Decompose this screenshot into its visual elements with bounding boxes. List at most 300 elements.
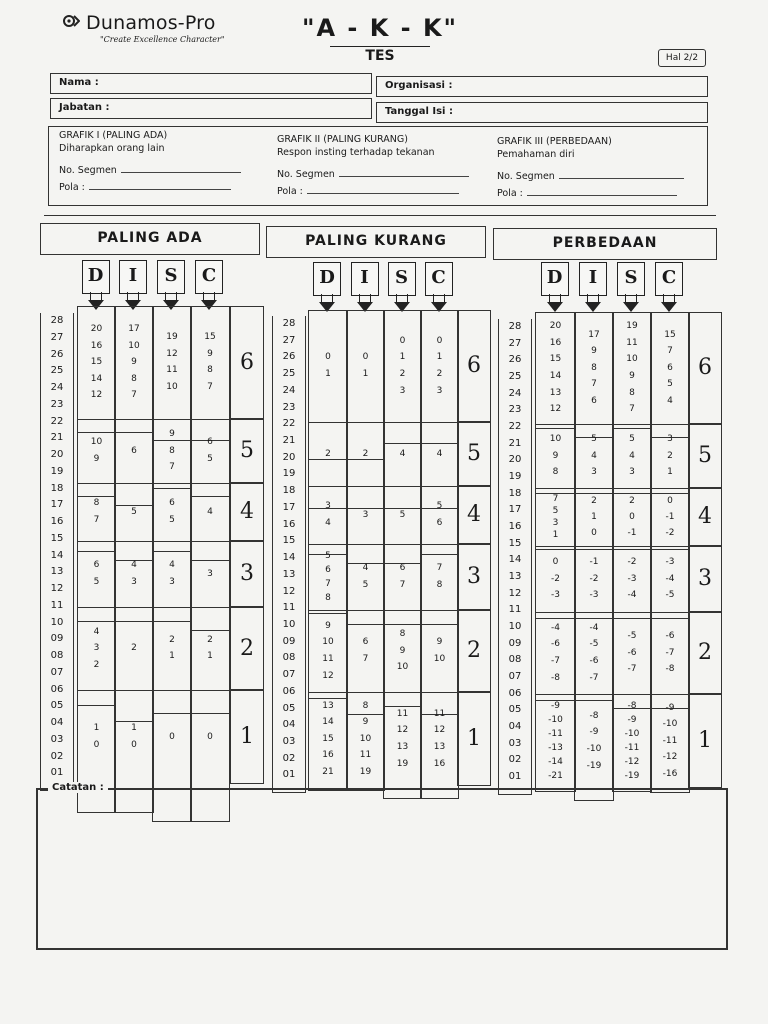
- disc-cell[interactable]: [308, 544, 348, 614]
- disc-cell[interactable]: [420, 692, 459, 799]
- disc-score: -1: [627, 528, 637, 538]
- arrow-down-icon: [585, 302, 601, 312]
- arrow-stem: [433, 294, 445, 302]
- disc-cell[interactable]: [383, 692, 422, 799]
- disc-score: -8: [665, 664, 675, 675]
- scale-column: [498, 319, 532, 795]
- scale-value: 24: [50, 382, 64, 393]
- disc-score: -13: [548, 743, 563, 753]
- disc-score: 10: [626, 354, 638, 365]
- disc-cell[interactable]: [535, 312, 576, 429]
- disc-cell[interactable]: [612, 424, 652, 494]
- disc-cell[interactable]: [650, 424, 690, 494]
- disc-cell[interactable]: [77, 306, 116, 433]
- grafik-1-segmen[interactable]: [59, 163, 241, 177]
- disc-score: 6: [325, 565, 331, 575]
- disc-score: 10: [549, 434, 562, 445]
- disc-score: 21: [322, 766, 334, 777]
- disc-score: -6: [627, 647, 637, 658]
- disc-score: 6: [131, 445, 137, 456]
- grafik-2-title: GRAFIK II (PALING KURANG): [277, 134, 408, 145]
- disc-score: -9: [551, 701, 560, 711]
- disc-score: 10: [396, 662, 409, 673]
- name-label: Nama :: [59, 77, 99, 88]
- page-title: "A - K - K": [301, 14, 459, 42]
- disc-cell[interactable]: [535, 488, 576, 550]
- disc-cell[interactable]: [650, 694, 690, 793]
- disc-cell[interactable]: [535, 612, 576, 701]
- disc-cell[interactable]: [612, 312, 652, 429]
- scale-value: 21: [282, 435, 296, 447]
- disc-score: -11: [548, 729, 563, 739]
- disc-score: 9: [399, 645, 406, 656]
- scale-value: 14: [282, 552, 296, 564]
- disc-letter-d: D: [82, 260, 110, 294]
- disc-score: -10: [662, 719, 678, 730]
- disc-score: 10: [359, 733, 372, 744]
- section-title-paling-ada: PALING ADA: [40, 223, 260, 255]
- disc-score: 2: [399, 368, 406, 379]
- scale-value: 03: [50, 733, 64, 745]
- disc-cell[interactable]: [574, 424, 614, 494]
- disc-score: 12: [433, 725, 446, 736]
- grafik-2: [277, 133, 469, 198]
- level-box: 4: [457, 486, 491, 544]
- page-number: Hal 2/2: [658, 49, 706, 67]
- scale-value: 28: [508, 321, 522, 332]
- disc-score: -16: [662, 768, 678, 779]
- disc-letter-i: I: [579, 262, 607, 296]
- organisation-label: Organisasi :: [385, 80, 453, 91]
- disc-score: 4: [169, 560, 175, 571]
- disc-score: 15: [90, 357, 103, 368]
- disc-cell[interactable]: [574, 546, 614, 619]
- brand-logo: [58, 10, 258, 50]
- disc-score: -9: [589, 727, 599, 738]
- scale-value: 08: [50, 650, 64, 661]
- disc-score: 10: [433, 653, 446, 664]
- disc-score: -7: [551, 655, 560, 666]
- arrow-stem: [663, 294, 675, 302]
- disc-score: 3: [131, 576, 137, 587]
- scale-value: 23: [508, 404, 522, 416]
- grafik-3-segmen-label: No. Segmen: [497, 171, 555, 182]
- grafik-1: [59, 129, 241, 194]
- disc-score: 2: [131, 643, 137, 654]
- disc-score: 9: [325, 620, 331, 631]
- notes-box[interactable]: [36, 782, 728, 950]
- scale-value: 19: [50, 465, 64, 477]
- scale-value: 15: [282, 535, 296, 547]
- disc-score: 2: [93, 659, 100, 670]
- disc-cell[interactable]: [574, 694, 614, 801]
- disc-score: 4: [362, 563, 369, 574]
- disc-score: 17: [588, 329, 600, 340]
- scale-value: 15: [508, 537, 522, 549]
- disc-score: 0: [169, 731, 175, 742]
- disc-cell[interactable]: [650, 312, 690, 438]
- disc-cell[interactable]: [612, 694, 652, 792]
- disc-cell[interactable]: [308, 692, 348, 791]
- disc-letter-i: I: [119, 260, 147, 294]
- scale-column: [40, 313, 74, 791]
- disc-score: 7: [131, 390, 137, 401]
- disc-score: 0: [552, 557, 559, 568]
- disc-score: -8: [627, 701, 637, 711]
- disc-score: 12: [322, 670, 334, 681]
- disc-score: 1: [325, 368, 331, 379]
- disc-score: 19: [359, 766, 372, 777]
- scale-value: 02: [50, 750, 64, 762]
- disc-cell[interactable]: [650, 546, 690, 619]
- disc-cell[interactable]: [346, 692, 385, 791]
- scale-value: 07: [50, 666, 64, 678]
- disc-score: -9: [665, 702, 675, 713]
- position-label: Jabatan :: [59, 102, 110, 113]
- disc-score: 3: [629, 467, 635, 478]
- disc-cell[interactable]: [650, 488, 690, 550]
- position-field[interactable]: [50, 98, 372, 119]
- disc-score: 17: [128, 324, 140, 334]
- disc-score: 3: [93, 643, 100, 654]
- scale-value: 27: [50, 331, 64, 343]
- disc-score: 7: [399, 579, 406, 590]
- disc-score: -8: [551, 672, 560, 683]
- scale-value: 17: [508, 504, 522, 516]
- disc-score: 2: [325, 448, 331, 459]
- disc-score: 10: [322, 637, 334, 648]
- disc-score: -2: [589, 573, 599, 584]
- disc-score: 2: [667, 450, 673, 461]
- scale-value: 04: [282, 719, 296, 731]
- level-box: 3: [688, 546, 722, 612]
- grafik-3-pola[interactable]: [497, 186, 684, 200]
- disc-score: 8: [325, 593, 331, 603]
- disc-letter-c: C: [195, 260, 223, 294]
- disc-score: 8: [362, 700, 369, 711]
- scale-value: 08: [282, 652, 296, 664]
- disc-score: 12: [90, 390, 103, 401]
- disc-score: -11: [662, 735, 678, 746]
- scale-value: 16: [508, 521, 522, 533]
- disc-score: 6: [169, 498, 175, 509]
- scale-value: 23: [282, 401, 296, 413]
- disc-score: 1: [131, 723, 137, 734]
- disc-score: 2: [436, 368, 443, 379]
- disc-score: 5: [362, 579, 369, 590]
- disc-cell[interactable]: [574, 312, 614, 438]
- divider: [44, 215, 716, 216]
- disc-score: 8: [131, 373, 137, 384]
- disc-score: -3: [589, 590, 599, 601]
- grafik-1-segmen-label: No. Segmen: [59, 165, 117, 176]
- disc-score: 5: [667, 379, 673, 390]
- disc-score: 9: [169, 429, 175, 440]
- disc-score: 7: [362, 653, 369, 664]
- scale-value: 28: [50, 315, 64, 326]
- disc-score: 0: [591, 528, 597, 538]
- grafik-2-pola-label: Pola :: [277, 186, 303, 197]
- scale-value: 10: [508, 621, 522, 633]
- disc-score: 0: [93, 739, 100, 750]
- scale-value: 13: [50, 566, 64, 578]
- disc-cell[interactable]: [574, 488, 614, 550]
- scale-value: 16: [282, 518, 296, 530]
- scale-value: 16: [50, 516, 64, 527]
- disc-cell[interactable]: [152, 419, 192, 489]
- scale-value: 04: [508, 721, 522, 733]
- disc-score: 9: [591, 346, 597, 357]
- disc-score: 0: [436, 335, 443, 346]
- scale-value: 24: [508, 387, 522, 399]
- disc-score: 7: [169, 462, 175, 473]
- scale-value: 01: [508, 771, 522, 783]
- disc-score: 1: [399, 352, 406, 363]
- disc-score: -12: [624, 757, 640, 767]
- scale-value: 10: [282, 618, 296, 630]
- disc-score: 19: [626, 321, 638, 332]
- grafik-2-segmen[interactable]: [277, 167, 469, 181]
- disc-score: 1: [207, 651, 213, 662]
- disc-score: 0: [325, 352, 331, 363]
- disc-score: 2: [362, 448, 369, 459]
- grafik-info-box: [48, 126, 708, 206]
- arrow-stem: [321, 294, 333, 302]
- scale-value: 14: [508, 554, 522, 566]
- level-box: 3: [457, 544, 491, 610]
- scale-value: 02: [282, 752, 296, 764]
- disc-score: 6: [93, 560, 100, 571]
- level-box: 6: [688, 312, 722, 424]
- level-box: 2: [230, 607, 264, 690]
- disc-score: 13: [549, 387, 562, 398]
- grafik-3-segmen[interactable]: [497, 169, 684, 183]
- disc-score: 9: [207, 348, 213, 359]
- disc-score: 9: [436, 637, 443, 648]
- disc-cell[interactable]: [612, 488, 652, 550]
- disc-score: 3: [169, 576, 175, 587]
- disc-score: 9: [629, 370, 635, 381]
- disc-score: 6: [362, 637, 369, 648]
- grafik-1-pola-label: Pola :: [59, 182, 85, 193]
- disc-score: -4: [589, 622, 599, 633]
- scale-value: 11: [50, 599, 64, 611]
- organisation-field[interactable]: [376, 76, 708, 97]
- disc-score: 3: [436, 385, 443, 396]
- scale-value: 11: [508, 604, 522, 616]
- scale-value: 05: [282, 702, 296, 714]
- grafik-1-pola[interactable]: [59, 180, 241, 194]
- disc-score: 5: [629, 434, 635, 445]
- disc-score: -4: [627, 590, 637, 601]
- disc-cell[interactable]: [574, 612, 614, 701]
- grafik-1-desc: Diharapkan orang lain: [59, 143, 165, 154]
- disc-score: -7: [589, 672, 599, 683]
- level-box: 5: [457, 422, 491, 486]
- disc-score: 14: [549, 370, 562, 381]
- grafik-3: [497, 135, 684, 200]
- grafik-3-title: GRAFIK III (PERBEDAAN): [497, 136, 612, 147]
- scale-value: 23: [50, 398, 64, 410]
- scale-value: 20: [508, 454, 522, 466]
- scale-value: 13: [282, 568, 296, 580]
- disc-score: -5: [665, 590, 675, 601]
- disc-score: 11: [396, 708, 409, 719]
- grafik-2-segmen-label: No. Segmen: [277, 169, 335, 180]
- arrow-down-icon: [661, 302, 677, 312]
- disc-cell[interactable]: [535, 424, 576, 494]
- scale-value: 04: [50, 717, 64, 728]
- scale-value: 12: [508, 587, 522, 599]
- scale-value: 09: [508, 637, 522, 649]
- disc-score: -10: [586, 743, 602, 754]
- scale-value: 08: [508, 654, 522, 666]
- disc-score: 7: [591, 379, 597, 390]
- disc-score: -2: [551, 573, 560, 584]
- disc-cell[interactable]: [535, 546, 576, 619]
- disc-cell[interactable]: [114, 306, 154, 433]
- scale-value: 19: [508, 471, 522, 483]
- level-box: 1: [457, 692, 491, 786]
- scale-value: 05: [50, 700, 64, 712]
- arrow-stem: [549, 294, 561, 302]
- disc-score: 13: [433, 741, 446, 752]
- disc-score: -4: [665, 573, 675, 584]
- disc-score: 20: [549, 321, 562, 332]
- scale-value: 06: [282, 685, 296, 697]
- level-box: 2: [457, 610, 491, 692]
- date-label: Tanggal Isi :: [385, 106, 453, 117]
- disc-score: 13: [322, 700, 334, 711]
- disc-score: 6: [207, 437, 213, 448]
- disc-score: 5: [399, 509, 406, 520]
- disc-score: 4: [591, 450, 597, 461]
- disc-score: 1: [93, 723, 100, 734]
- disc-score: 0: [667, 496, 673, 506]
- disc-score: -10: [548, 715, 563, 725]
- scale-value: 09: [282, 635, 296, 647]
- date-field[interactable]: [376, 102, 708, 123]
- disc-score: 5: [552, 506, 559, 516]
- disc-score: 3: [667, 434, 673, 445]
- scale-value: 05: [508, 704, 522, 716]
- disc-score: 12: [396, 725, 409, 736]
- scale-value: 22: [282, 418, 296, 430]
- brand-tagline: "Create Excellence Character": [100, 35, 225, 44]
- scale-value: 27: [508, 337, 522, 349]
- scale-value: 21: [50, 432, 64, 444]
- disc-score: 2: [591, 496, 597, 506]
- arrow-stem: [203, 292, 215, 300]
- scale-value: 25: [508, 371, 522, 383]
- disc-score: 7: [667, 346, 673, 357]
- disc-score: 8: [629, 387, 635, 398]
- grafik-2-desc: Respon insting terhadap tekanan: [277, 147, 435, 158]
- arrow-stem: [359, 294, 371, 302]
- level-box: 4: [230, 483, 264, 541]
- disc-score: -5: [627, 631, 637, 642]
- disc-score: 15: [204, 332, 216, 343]
- disc-score: 4: [436, 448, 443, 459]
- scale-value: 17: [282, 501, 296, 513]
- disc-score: 1: [362, 368, 369, 379]
- disc-score: 12: [166, 348, 178, 359]
- disc-score: 11: [322, 653, 334, 664]
- scale-value: 06: [50, 683, 64, 695]
- disc-score: 16: [433, 758, 446, 769]
- disc-cell[interactable]: [308, 610, 348, 699]
- disc-score: -6: [551, 639, 560, 650]
- scale-value: 15: [50, 532, 64, 544]
- disc-letter-s: S: [617, 262, 645, 296]
- disc-letter-s: S: [157, 260, 185, 294]
- disc-score: -2: [665, 528, 675, 538]
- disc-score: 9: [131, 357, 137, 368]
- name-field[interactable]: [50, 73, 372, 94]
- disc-score: 0: [207, 731, 213, 742]
- disc-score: 10: [166, 382, 178, 393]
- disc-score: -2: [627, 557, 637, 568]
- grafik-3-pola-label: Pola :: [497, 188, 523, 199]
- disc-score: 8: [552, 467, 559, 478]
- disc-score: 5: [207, 453, 213, 464]
- disc-score: 7: [436, 563, 443, 574]
- disc-score: 8: [591, 362, 597, 373]
- disc-letter-d: D: [541, 262, 569, 296]
- scale-value: 21: [508, 437, 522, 449]
- scale-value: 25: [282, 368, 296, 380]
- disc-letter-c: C: [425, 262, 453, 296]
- arrow-stem: [90, 292, 102, 300]
- level-box: 5: [230, 419, 264, 483]
- disc-score: 8: [436, 579, 443, 590]
- disc-score: 3: [552, 518, 559, 528]
- disc-score: 1: [667, 467, 673, 478]
- disc-score: 6: [399, 563, 406, 574]
- disc-score: 4: [399, 448, 406, 459]
- grafik-2-pola[interactable]: [277, 184, 469, 198]
- scale-value: 18: [282, 485, 296, 497]
- scale-value: 20: [282, 451, 296, 463]
- scale-value: 26: [282, 351, 296, 363]
- level-box: 6: [230, 306, 264, 419]
- disc-score: 5: [169, 514, 175, 525]
- disc-score: -19: [624, 771, 640, 781]
- scale-value: 17: [50, 499, 64, 511]
- disc-score: 3: [591, 467, 597, 478]
- brand-name: Dunamos-Pro: [86, 12, 216, 34]
- disc-score: -8: [589, 710, 599, 721]
- disc-score: -6: [589, 655, 599, 666]
- scale-value: 01: [282, 769, 296, 781]
- disc-cell[interactable]: [612, 546, 652, 619]
- disc-score: 3: [325, 501, 331, 512]
- disc-score: 20: [90, 324, 103, 334]
- disc-score: 3: [399, 385, 406, 396]
- disc-letter-d: D: [313, 262, 341, 296]
- level-box: 6: [457, 310, 491, 422]
- section-title-perbedaan: PERBEDAAN: [493, 228, 717, 260]
- disc-cell[interactable]: [535, 694, 576, 792]
- disc-score: 13: [396, 741, 409, 752]
- disc-score: -7: [627, 664, 637, 675]
- arrow-stem: [625, 294, 637, 302]
- disc-score: 7: [629, 404, 635, 415]
- disc-score: 9: [362, 717, 369, 728]
- disc-score: 3: [362, 509, 369, 520]
- level-box: 5: [688, 424, 722, 488]
- disc-score: 4: [325, 517, 331, 528]
